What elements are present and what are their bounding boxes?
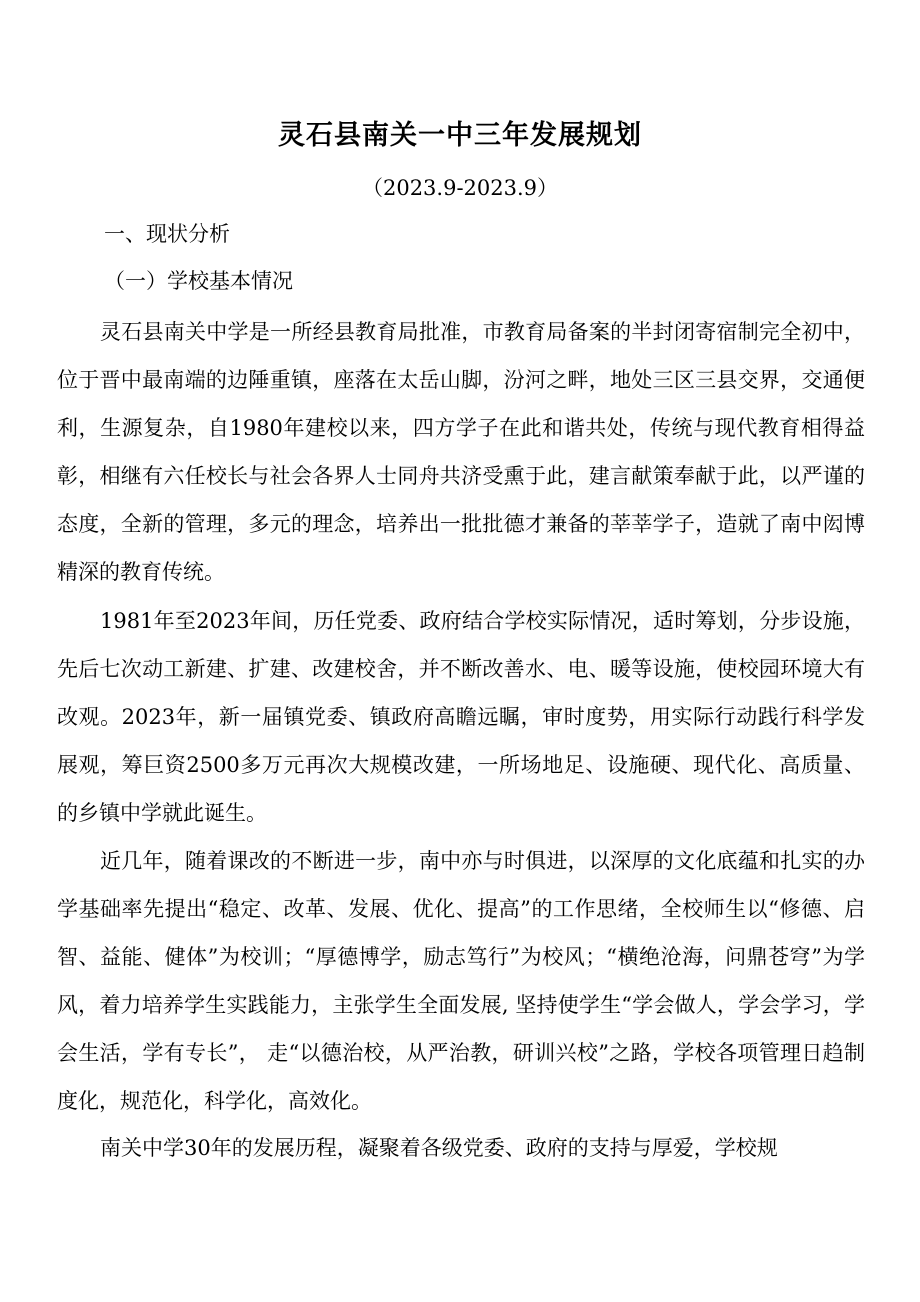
- subsection-heading: （一）学校基本情况: [104, 269, 293, 293]
- section-heading: 一、现状分析: [104, 222, 230, 246]
- paragraph: 灵石县南关中学是一所经县教育局批准，市教育局备案的半封闭寄宿制完全初中，位于晋中最南端的边陲重镇，座落在太岳山脚，汾河之畔，地处三区三县交界，交通便利，生源复杂，自1980年建校以来，四方学子在此和谐共处，传统与现代教育相得益彰，相继有六任校长与社会各界人士同舟共济受熏于此，建言献策奉献于此，以严谨的态度，全新的管理，多元的理念，培养出一批批德才兼备的莘莘学子，造就了南中闳博精深的教育传统。: [57, 320, 865, 584]
- document-title: 灵石县南关一中三年发展规划: [278, 120, 642, 151]
- paragraph: 近几年，随着课改的不断进一步，南中亦与时俱进，以深厚的文化底蕴和扎实的办学基础率先提出“稳定、改革、发展、优化、提高”的工作思绪，全校师生以“修德、启智、益能、健体”为校训；“厚德博学，励志笃行”为校风；“横绝沧海，问鼎苍穹”为学风，着力培养学生实践能力，主张学生全面发展, 坚持使学生“学会做人，学会学习，学会生活，学有专长”， 走“以德治校，从严治教，研训兴校”之路，学校各项管理日趋制度化，规范化，科学化，高效化。: [57, 849, 865, 1113]
- paragraph: 南关中学30年的发展历程，凝聚着各级党委、政府的支持与厚爱，学校规: [100, 1136, 778, 1160]
- document-date-range: （2023.9-2023.9）: [361, 176, 559, 200]
- paragraph: 1981年至2023年间，历任党委、政府结合学校实际情况，适时筹划，分步设施，先后七次动工新建、扩建、改建校舍，并不断改善水、电、暖等设施，使校园环境大有改观。2023年，新一届镇党委、镇政府高瞻远瞩，审时度势，用实际行动践行科学发展观，筹巨资2500多万元再次大规模改建，一所场地足、设施硬、现代化、高质量、的乡镇中学就此诞生。: [57, 609, 865, 825]
